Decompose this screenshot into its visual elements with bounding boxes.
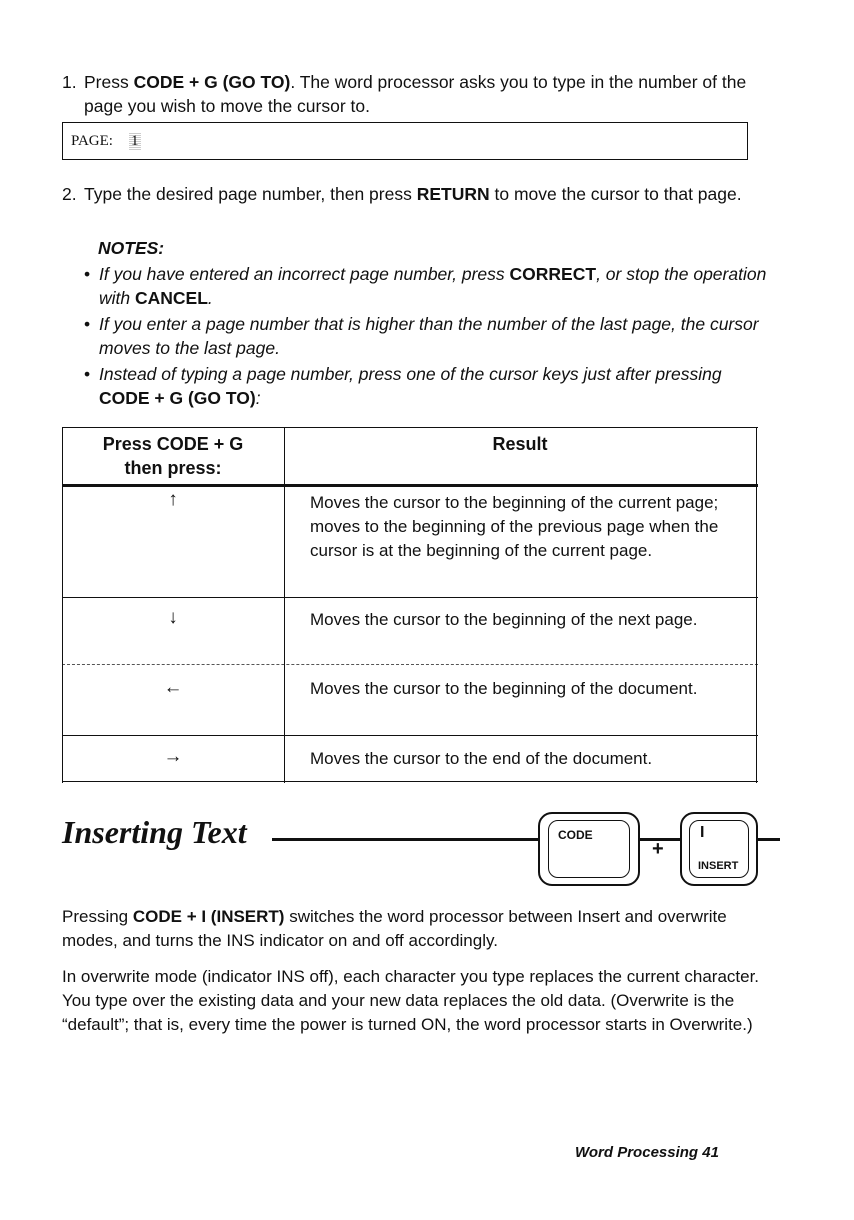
step-2-text: Type the desired page number, then press RETURN to move the cursor to that page. bbox=[84, 184, 742, 204]
table-row-result: Moves the cursor to the beginning of the document. bbox=[310, 679, 698, 698]
page-footer: Word Processing 41 bbox=[575, 1144, 719, 1161]
step-1 bbox=[62, 70, 772, 118]
page-prompt-box bbox=[62, 122, 748, 160]
page-prompt-value: 1 bbox=[131, 133, 139, 149]
plus-sign: + bbox=[652, 838, 664, 860]
section-title: Inserting Text bbox=[62, 814, 247, 850]
bullet-icon: • bbox=[84, 364, 91, 384]
down-arrow-icon: ↓ bbox=[168, 607, 178, 628]
table-row-result: Moves the cursor to the end of the document. bbox=[310, 749, 653, 768]
page-prompt-label: PAGE: bbox=[71, 133, 113, 149]
code-key-icon: CODE bbox=[538, 812, 640, 886]
step-1-text: Press CODE + G (GO TO). The word processor asks you to type in the number of the page you wish to move the cursor to. bbox=[84, 72, 747, 116]
table-header-key: Press CODE + G then press: bbox=[102, 434, 244, 478]
up-arrow-icon: ↑ bbox=[168, 489, 178, 510]
bullet-icon: • bbox=[84, 314, 91, 334]
note-item: • Instead of typing a page number, press one of the cursor keys just after pressing CODE + G (GO TO): bbox=[84, 364, 722, 408]
note-item: • If you have entered an incorrect page number, press CORRECT, or stop the operation with CANCEL. bbox=[84, 264, 767, 308]
insert-key-icon: I INSERT bbox=[680, 812, 758, 886]
step-1-number: 1. bbox=[62, 72, 77, 92]
left-arrow-icon: ← bbox=[163, 677, 183, 698]
cursor-key-table bbox=[62, 427, 758, 783]
step-2 bbox=[62, 182, 772, 206]
title-rule bbox=[758, 838, 780, 841]
note-item: • If you enter a page number that is higher than the number of the last page, the cursor moves to the last page. bbox=[84, 314, 759, 358]
right-arrow-icon: → bbox=[163, 746, 183, 767]
paragraph-insert: Pressing CODE + I (INSERT) switches the word processor between Insert and overwrite modes, and turns the INS indicator on and off accordingly. bbox=[62, 907, 727, 950]
bullet-icon: • bbox=[84, 264, 91, 284]
title-rule bbox=[272, 838, 540, 841]
table-header-result: Result bbox=[492, 434, 548, 454]
table-row-result: Moves the cursor to the beginning of the next page. bbox=[310, 610, 698, 629]
step-2-number: 2. bbox=[62, 184, 77, 204]
table-row-result: Moves the cursor to the beginning of the current page; moves to the beginning of the previous page when the cursor is at the beginning of the current page. bbox=[310, 493, 719, 560]
notes-title: NOTES: bbox=[98, 238, 165, 258]
paragraph-overwrite: In overwrite mode (indicator INS off), each character you type replaces the current character. You type over the existing data and your new data replaces the old data. (Overwrite is the “default”; that is, every time the power is turned ON, the word processor starts in Overwrite.) bbox=[62, 967, 760, 1034]
